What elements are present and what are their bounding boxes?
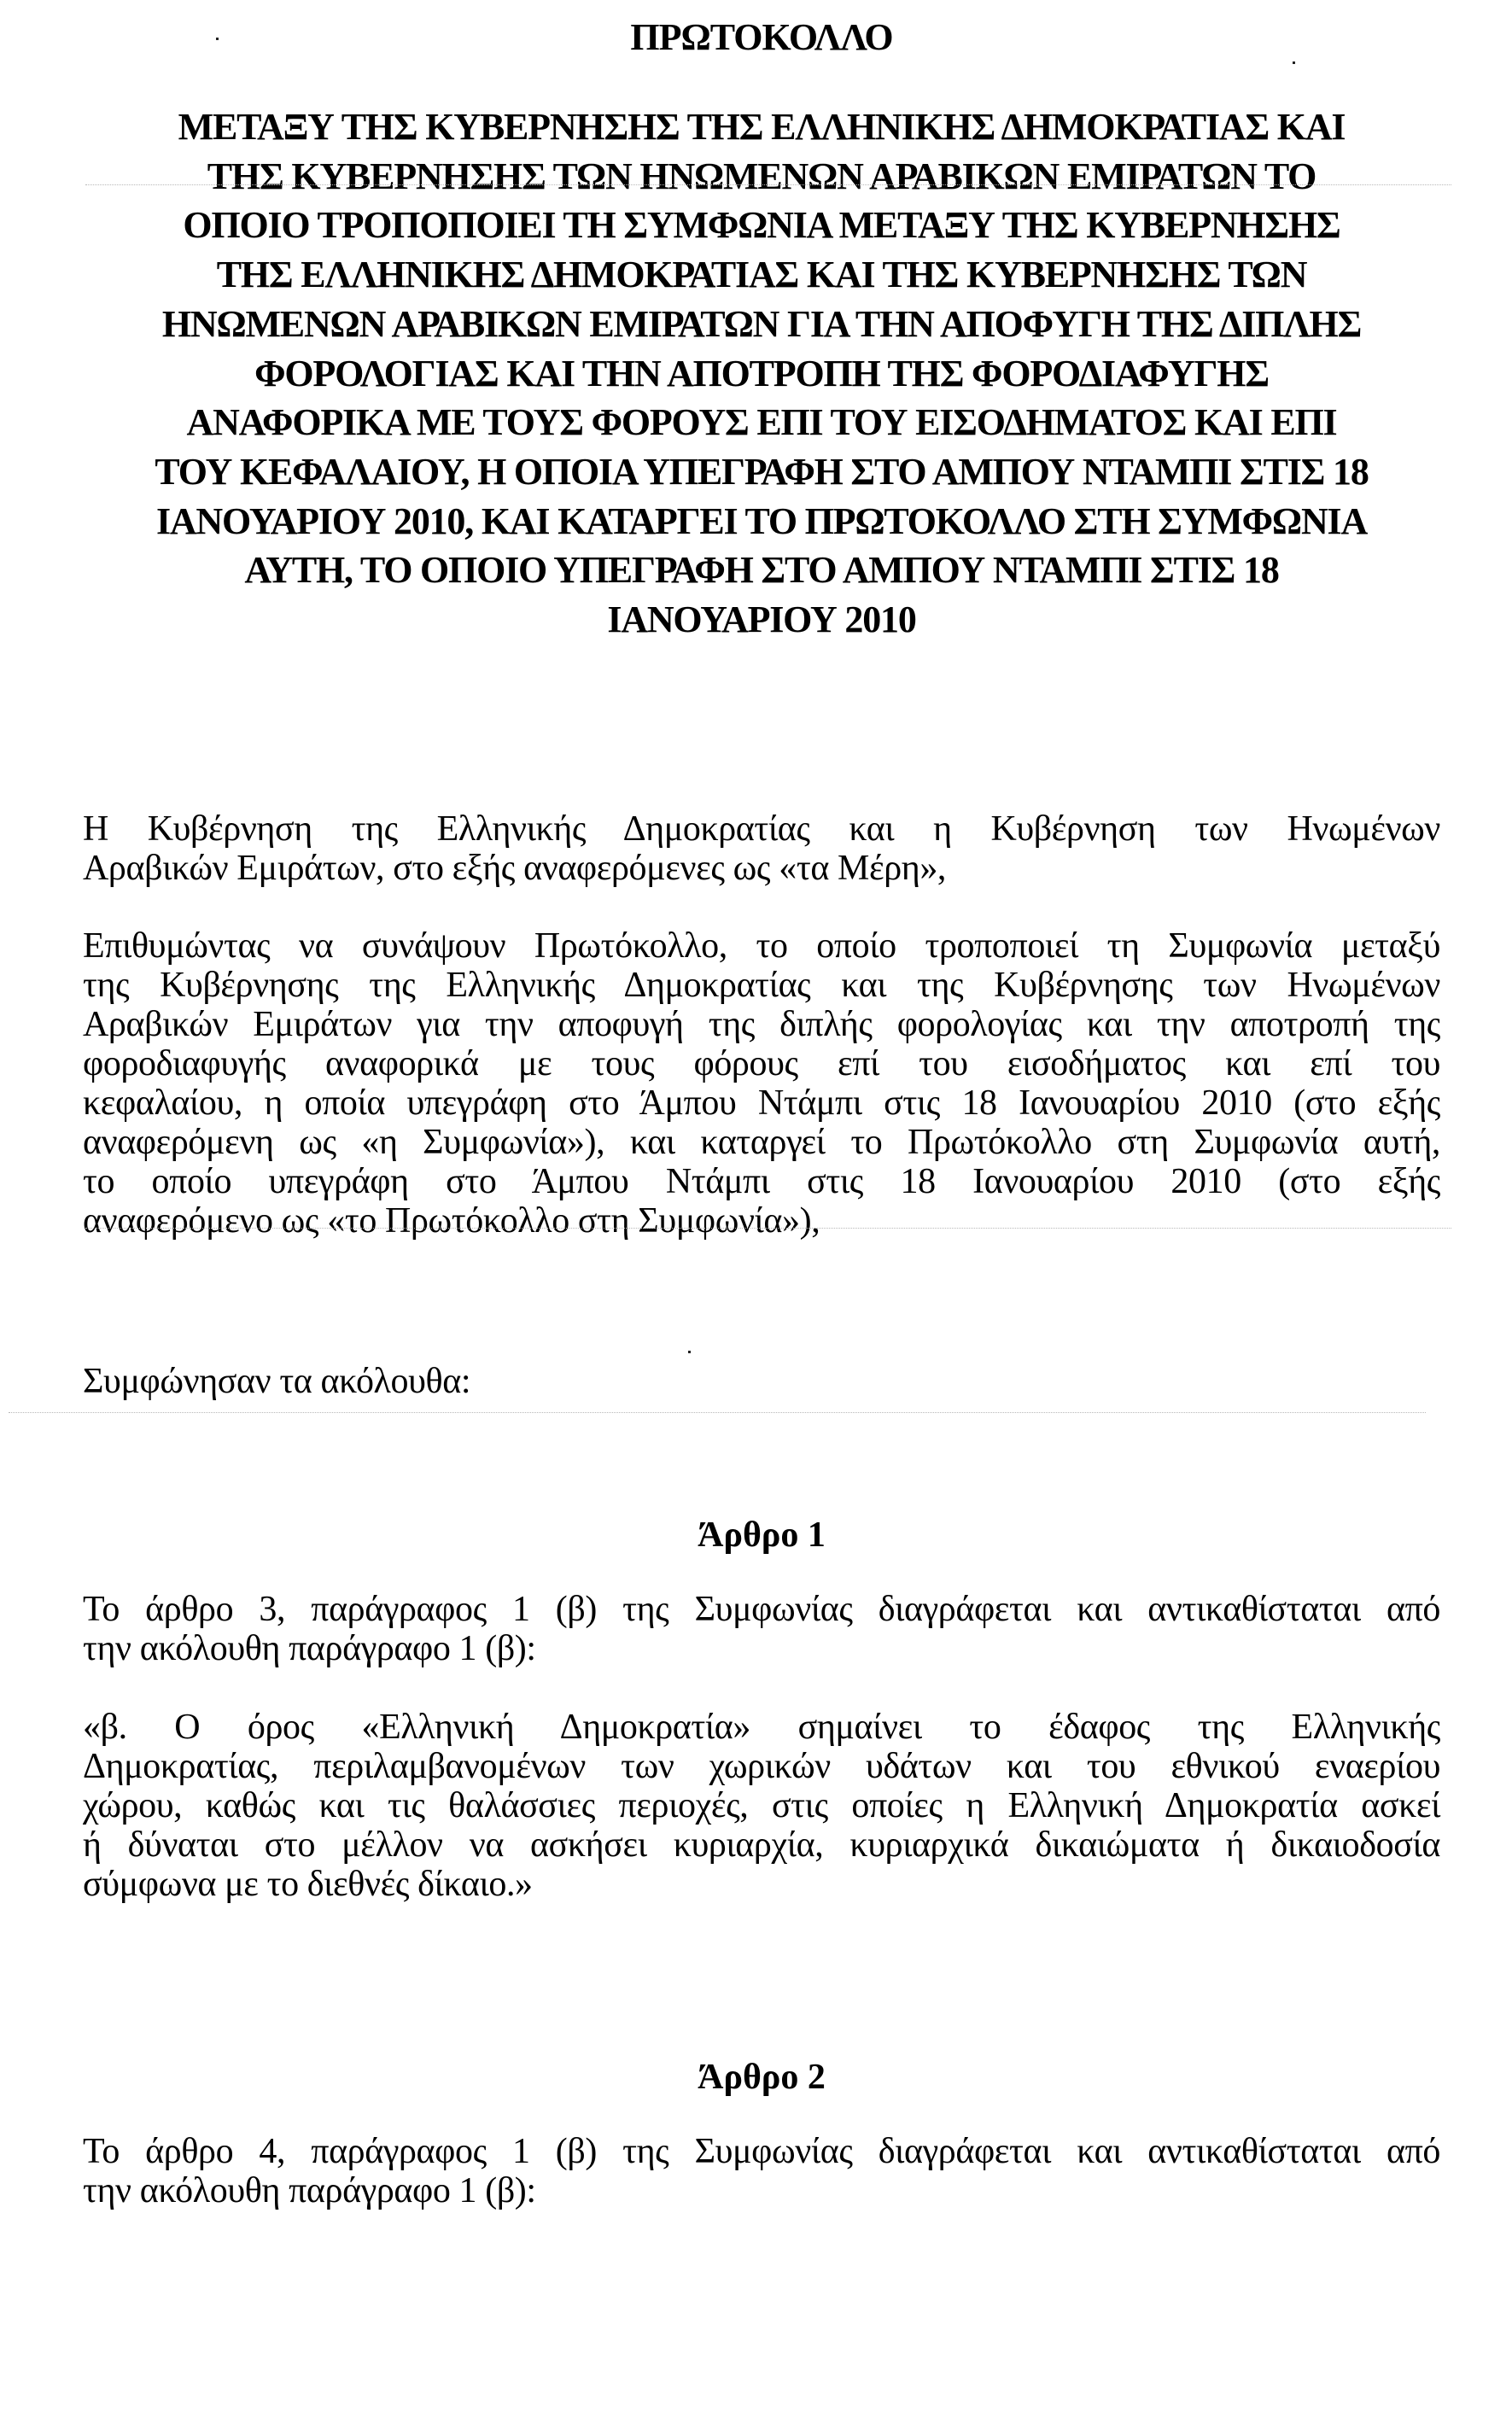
paragraph-line: φοροδιαφυγής αναφορικά με τους φόρους επί του εισοδήματος και επί του: [83, 1044, 1440, 1083]
scan-speck: [1293, 61, 1295, 64]
heading-line: ΟΠΟΙΟ ΤΡΟΠΟΠΟΙΕΙ ΤΗ ΣΥΜΦΩΝΙΑ ΜΕΤΑΞΥ ΤΗΣ ΚΥΒΕΡΝΗΣΗΣ: [183, 204, 1340, 247]
paragraph-line: την ακόλουθη παράγραφο 1 (β):: [83, 1629, 536, 1668]
heading-line: ΗΝΩΜΕΝΩΝ ΑΡΑΒΙΚΩΝ ΕΜΙΡΑΤΩΝ ΓΙΑ ΤΗΝ ΑΠΟΦΥΓΗ ΤΗΣ ΔΙΠΛΗΣ: [161, 302, 1362, 345]
paragraph-line: χώρου, καθώς και τις θαλάσσιες περιοχές, στις οποίες η Ελληνική Δημοκρατία ασκεί: [83, 1786, 1440, 1825]
paragraph-line: της Κυβέρνησης της Ελληνικής Δημοκρατίας και της Κυβέρνησης των Ηνωμένων: [83, 966, 1440, 1005]
scan-artifact-line: [9, 1412, 1426, 1413]
article-2-intro: [83, 2132, 1440, 2210]
paragraph-line: κεφαλαίου, η οποία υπεγράφη στο Άμπου Ντάμπι στις 18 Ιανουαρίου 2010 (στο εξής: [83, 1083, 1440, 1123]
paragraph-line: την ακόλουθη παράγραφο 1 (β):: [83, 2171, 536, 2210]
paragraph-line: «β. Ο όρος «Ελληνική Δημοκρατία» σημαίνει το έδαφος της Ελληνικής: [83, 1708, 1440, 1747]
scan-speck: [688, 1351, 691, 1353]
article-2-title: Άρθρο 2: [698, 2058, 826, 2097]
paragraph-line: ή δύναται στο μέλλον να ασκήσει κυριαρχία, κυριαρχικά δικαιώματα ή δικαιοδοσία: [83, 1825, 1440, 1865]
paragraph-line: σύμφωνα με το διεθνές δίκαιο.»: [83, 1865, 533, 1904]
paragraph-line: αναφερόμενη ως «η Συμφωνία»), και καταργεί το Πρωτόκολλο στη Συμφωνία αυτή,: [83, 1123, 1440, 1162]
heading-line: ΙΑΝΟΥΑΡΙΟΥ 2010: [607, 599, 916, 641]
heading-line: ΦΟΡΟΛΟΓΙΑΣ ΚΑΙ ΤΗΝ ΑΠΟΤΡΟΠΗ ΤΗΣ ΦΟΡΟΔΙΑΦΥΓΗΣ: [254, 352, 1269, 394]
article-1-title: Άρθρο 1: [698, 1515, 826, 1555]
paragraph-line: Η Κυβέρνηση της Ελληνικής Δημοκρατίας και η Κυβέρνηση των Ηνωμένων: [83, 809, 1440, 849]
scan-artifact-line: [85, 1228, 1451, 1229]
paragraph-line: Συμφώνησαν τα ακόλουθα:: [83, 1362, 471, 1401]
heading-line: ΑΝΑΦΟΡΙΚΑ ΜΕ ΤΟΥΣ ΦΟΡΟΥΣ ΕΠΙ ΤΟΥ ΕΙΣΟΔΗΜΑΤΟΣ ΚΑΙ ΕΠΙ: [186, 401, 1337, 444]
article-1-intro: [83, 1590, 1440, 1668]
paragraph-line: Αραβικών Εμιράτων, στο εξής αναφερόμενες ως «τα Μέρη»,: [83, 849, 947, 888]
heading-line: ΙΑΝΟΥΑΡΙΟΥ 2010, ΚΑΙ ΚΑΤΑΡΓΕΙ ΤΟ ΠΡΩΤΟΚΟΛΛΟ ΣΤΗ ΣΥΜΦΩΝΙΑ: [155, 499, 1368, 542]
paragraph-line: Αραβικών Εμιράτων για την αποφυγή της διπλής φορολογίας και την αποτροπή της: [83, 1005, 1440, 1044]
paragraph-line: Το άρθρο 4, παράγραφος 1 (β) της Συμφωνίας διαγράφεται και αντικαθίσταται από: [83, 2132, 1440, 2171]
heading-line: ΑΥΤΗ, ΤΟ ΟΠΟΙΟ ΥΠΕΓΡΑΦΗ ΣΤΟ ΑΜΠΟΥ ΝΤΑΜΠΙ ΣΤΙΣ 18: [244, 549, 1279, 592]
paragraph-line: το οποίο υπεγράφη στο Άμπου Ντάμπι στις 18 Ιανουαρίου 2010 (στο εξής: [83, 1162, 1440, 1201]
heading-line: ΤΗΣ ΚΥΒΕΡΝΗΣΗΣ ΤΩΝ ΗΝΩΜΕΝΩΝ ΑΡΑΒΙΚΩΝ ΕΜΙΡΑΤΩΝ ΤΟ: [207, 155, 1316, 197]
document-title: ΠΡΩΤΟΚΟΛΛΟ: [630, 16, 893, 58]
heading-line: ΤΟΥ ΚΕΦΑΛΑΙΟΥ, Η ΟΠΟΙΑ ΥΠΕΓΡΑΦΗ ΣΤΟ ΑΜΠΟΥ ΝΤΑΜΠΙ ΣΤΙΣ 18: [155, 450, 1369, 493]
paragraph-line: αναφερόμενο ως «το Πρωτόκολλο στη Συμφωνία»),: [83, 1201, 820, 1241]
article-1-quote: [83, 1708, 1440, 1904]
paragraph-line: Δημοκρατίας, περιλαμβανομένων των χωρικών υδάτων και του εθνικού εναερίου: [83, 1747, 1440, 1786]
heading-line: ΜΕΤΑΞΥ ΤΗΣ ΚΥΒΕΡΝΗΣΗΣ ΤΗΣ ΕΛΛΗΝΙΚΗΣ ΔΗΜΟΚΡΑΤΙΑΣ ΚΑΙ: [178, 106, 1346, 148]
paragraph-line: Το άρθρο 3, παράγραφος 1 (β) της Συμφωνίας διαγράφεται και αντικαθίσταται από: [83, 1590, 1440, 1629]
heading-line: ΤΗΣ ΕΛΛΗΝΙΚΗΣ ΔΗΜΟΚΡΑΤΙΑΣ ΚΑΙ ΤΗΣ ΚΥΒΕΡΝΗΣΗΣ ΤΩΝ: [216, 254, 1307, 296]
paragraph-line: Επιθυμώντας να συνάψουν Πρωτόκολλο, το οποίο τροποποιεί τη Συμφωνία μεταξύ: [83, 926, 1440, 966]
preamble-desiring-paragraph: [83, 926, 1440, 1241]
agreed-statement: [83, 1362, 1440, 1401]
scan-speck: [216, 38, 219, 40]
preamble-parties-paragraph: [83, 809, 1440, 888]
scan-artifact-line: [85, 184, 1451, 185]
